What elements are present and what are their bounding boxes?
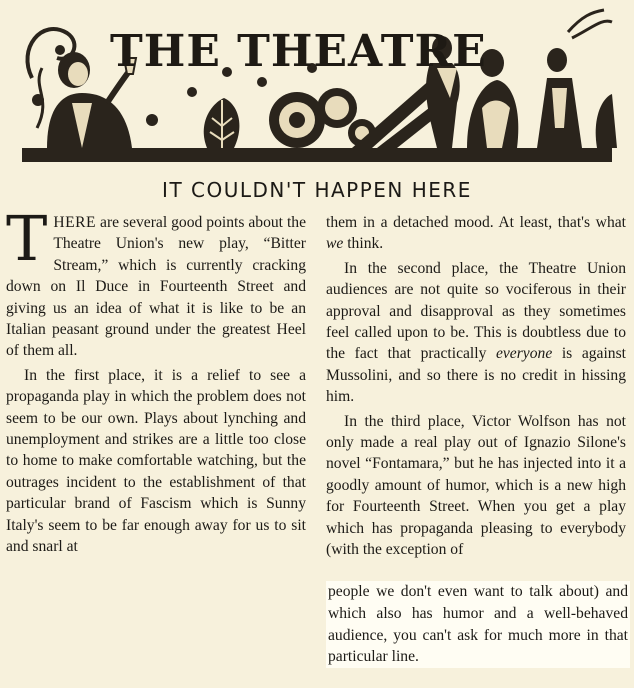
lead-caps: HERE xyxy=(53,214,97,231)
article-column-left xyxy=(6,202,306,558)
paragraph-3-end: is against Mussolini, and so there is no credit in hissing him. xyxy=(326,345,626,406)
theatre-banner xyxy=(12,8,622,168)
article-headline: IT COULDN'T HAPPEN HERE xyxy=(162,178,472,202)
paragraph-2-continued xyxy=(326,212,626,255)
drop-cap: T xyxy=(6,202,48,275)
paragraph-3 xyxy=(326,258,626,408)
paragraph-1-text: are several good points about the Theatre Union's new play, “Bitter Stream,” which is currently cracking down on Il Duce in Fourteenth Street and giving us an idea of what it is like to be an Italian peasant ground under the greatest Heel of them all. xyxy=(6,214,306,360)
paragraph-1 xyxy=(6,202,306,362)
paragraph-2-continued-text: them in a detached mood. At least, that's what xyxy=(326,214,626,231)
paragraph-4: In the third place, Victor Wolfson has not only made a real play out of Ignazio Silone's novel “Fontamara,” but he has injected into it a goodly amount of humor, which is a new high for Fourteenth Street. When you get a play which has propaganda pleasing to everybody (with the exception of xyxy=(326,412,626,559)
paragraph-2: In the first place, it is a relief to see a propaganda play in which the problem does not seem to be our own. Plays about lynching and unemployment and strikes are a little too close to home to make comfortable watching, but the outrages incident to the establishment of that particular brand of Fascism which is Sunny Italy's seem to be far enough away for us to sit and snarl at xyxy=(6,366,306,556)
paragraph-2-continued-end: think. xyxy=(343,235,384,253)
article-tail xyxy=(326,581,630,668)
article-column-right xyxy=(326,212,626,561)
emphasis-everyone: everyone xyxy=(495,345,553,363)
emphasis-we: we xyxy=(326,235,344,253)
paragraph-4-tail: people we don't even want to talk about) and which also has humor and a well-behaved audience, you can't ask for much more in that particular line. xyxy=(328,583,628,666)
banner-title: THE THEATRE xyxy=(110,26,487,77)
paragraph-3-text: In the second place, the Theatre Union audiences are not quite so vociferous in their approval and disapproval as they sometimes feel called upon to be. This is doubtless due to the fact that practically xyxy=(326,259,626,363)
